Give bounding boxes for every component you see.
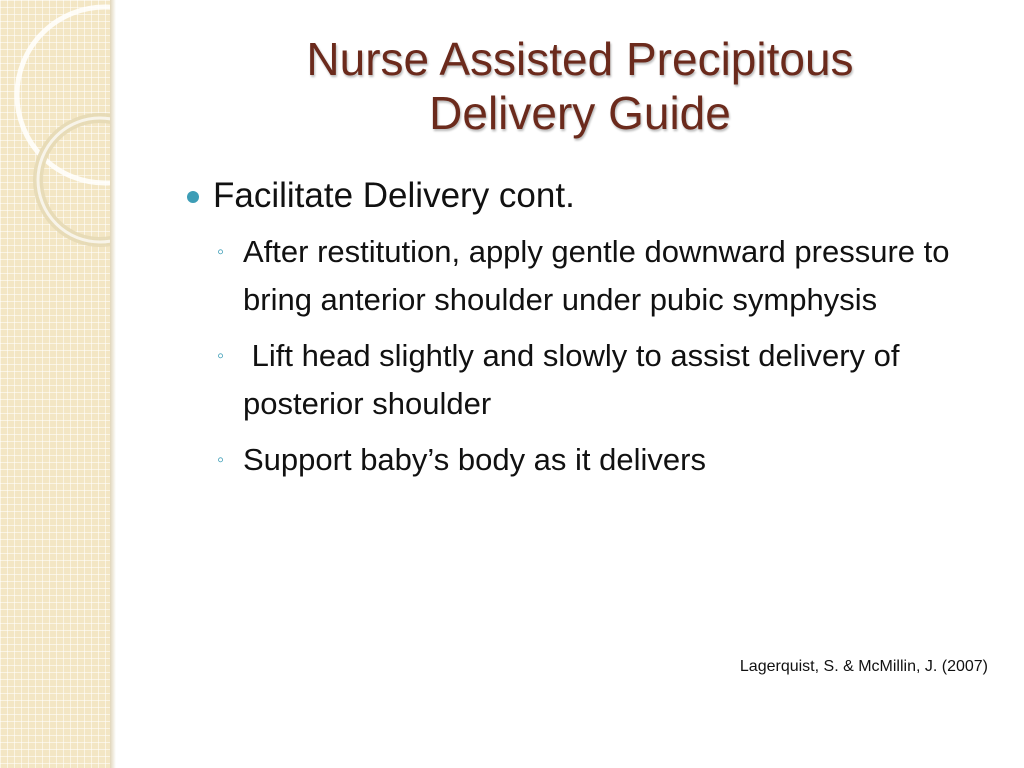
sub-bullet-text: After restitution, apply gentle downward pressure to bring anterior shoulder under pubic symphysis [243,234,950,317]
sub-bullet-ring-icon: ◦ [217,241,225,263]
side-panel-shadow [110,0,116,768]
sub-bullet-text: Support baby’s body as it delivers [243,442,706,477]
citation: Lagerquist, S. & McMillin, J. (2007) [739,658,988,675]
sub-bullet-item [215,332,985,428]
bullet-list [185,172,985,492]
title-line-2: Delivery Guide [429,87,731,139]
sub-bullet-item [215,228,985,324]
decorative-side-panel [0,0,110,768]
title-line-1: Nurse Assisted Precipitous [306,33,854,85]
bullet-item [185,172,985,220]
slide-title [170,32,990,140]
sub-bullet-ring-icon: ◦ [217,449,225,471]
sub-bullet-text: Lift head slightly and slowly to assist delivery of posterior shoulder [243,338,909,421]
bullet-dot-icon [187,191,199,203]
decorative-rings-icon [0,0,110,768]
sub-bullet-ring-icon: ◦ [217,345,225,367]
sub-bullet-item [215,436,985,484]
bullet-text: Facilitate Delivery cont. [213,176,575,215]
